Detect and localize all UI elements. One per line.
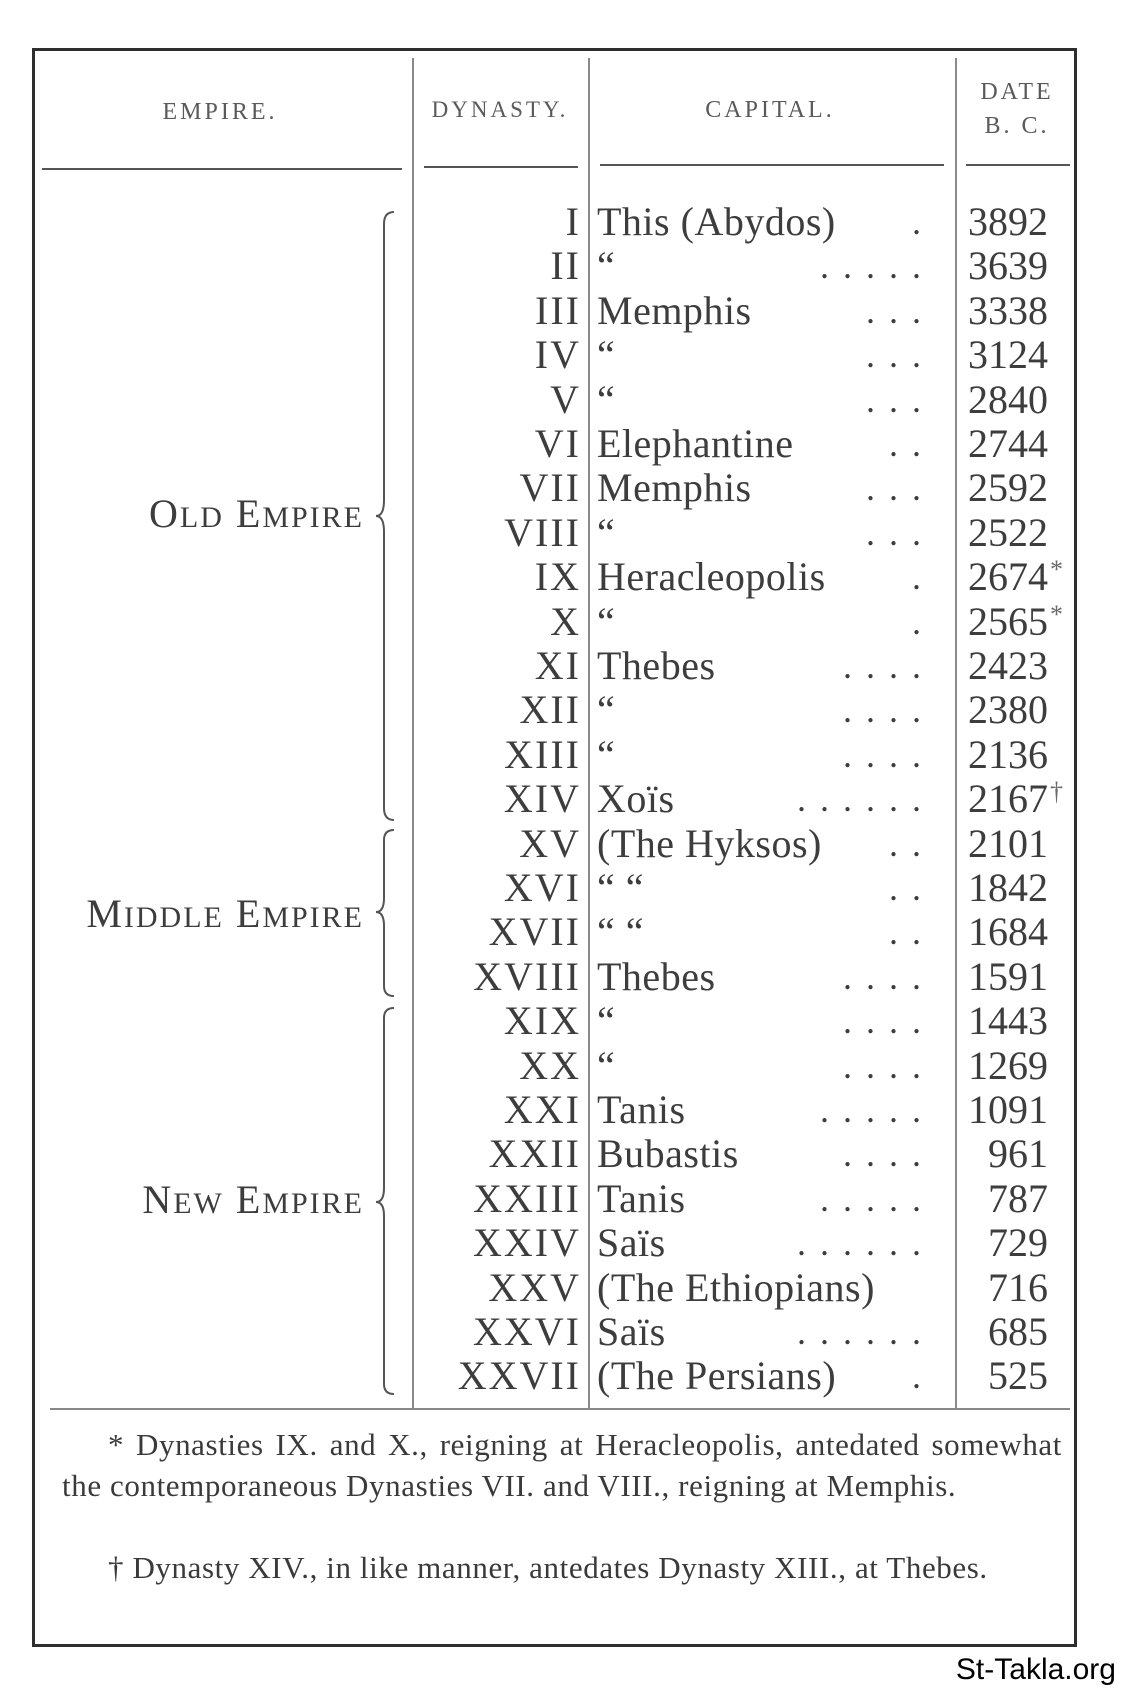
capital-name: “ xyxy=(597,731,616,777)
date-bc: 3338 xyxy=(968,287,1048,333)
date-bc: 716 xyxy=(988,1264,1048,1310)
table-row xyxy=(0,466,1122,510)
dynasty-numeral: VIII xyxy=(504,509,581,555)
capital-name: “ “ xyxy=(597,865,645,910)
table-row xyxy=(0,378,1122,422)
table-row xyxy=(0,777,1122,821)
dynasty-numeral: XIV xyxy=(503,776,581,822)
dot-leader: . xyxy=(912,202,935,242)
header-date-line1: DATE xyxy=(980,79,1054,105)
table-row xyxy=(0,600,1122,644)
table-row xyxy=(0,866,1122,910)
date-bc: 1269 xyxy=(968,1042,1048,1088)
date-bc: 2565 xyxy=(968,598,1048,644)
capital-name: “ xyxy=(597,332,616,378)
dot-leader: . xyxy=(912,557,935,598)
footnote-rule xyxy=(50,1408,1070,1410)
capital-name: Elephantine xyxy=(597,421,794,466)
dynasty-numeral: IX xyxy=(534,554,581,600)
capital-name: Memphis xyxy=(597,287,752,333)
header-rule-empire xyxy=(42,168,402,170)
capital-name: “ xyxy=(597,509,616,555)
table-row xyxy=(0,1132,1122,1176)
dot-leader: .... xyxy=(843,646,935,686)
empire-label-old: OLD EMPIRE xyxy=(148,491,364,536)
dynasty-numeral: XXIII xyxy=(473,1175,581,1221)
dynasty-numeral: XXIV xyxy=(473,1220,581,1266)
dynasty-numeral: X xyxy=(550,598,581,644)
dot-leader: . xyxy=(912,601,935,642)
header-dynasty: DYNASTY. xyxy=(431,97,569,122)
date-bc: 1684 xyxy=(968,909,1048,955)
table-row xyxy=(0,1310,1122,1354)
capital-name: Thebes xyxy=(597,643,716,688)
date-bc: 2380 xyxy=(968,687,1048,733)
date-bc: 2136 xyxy=(968,731,1048,777)
capital-name: “ xyxy=(597,1042,616,1088)
capital-name: (The Ethiopians) xyxy=(597,1264,875,1310)
dot-leader: .. xyxy=(889,823,935,864)
dot-leader: ... xyxy=(866,512,935,553)
watermark: St-Takla.org xyxy=(955,1653,1116,1686)
table-row xyxy=(0,1221,1122,1265)
capital-name: Saïs xyxy=(597,1220,666,1266)
table-row xyxy=(0,289,1122,333)
dynasty-numeral: XII xyxy=(519,687,581,733)
dynasty-numeral: XXVII xyxy=(457,1353,581,1399)
dynasty-numeral: IV xyxy=(534,332,581,378)
date-bc: 3124 xyxy=(968,332,1048,378)
dynasty-numeral: XVI xyxy=(503,865,581,910)
capital-name: “ xyxy=(597,243,616,289)
capital-name: Bubastis xyxy=(597,1131,739,1177)
dot-leader: .... xyxy=(843,1045,935,1086)
table-row xyxy=(0,1266,1122,1310)
dot-leader: ... xyxy=(866,335,935,376)
date-bc: 2744 xyxy=(968,421,1048,466)
date-bc: 1443 xyxy=(968,998,1048,1044)
dynasty-numeral: XV xyxy=(519,820,581,866)
dynasty-numeral: V xyxy=(550,376,581,422)
dot-leader: .... xyxy=(843,734,935,775)
capital-name: Thebes xyxy=(597,953,716,999)
date-bc: 961 xyxy=(988,1131,1048,1177)
dynasty-numeral: XVII xyxy=(488,909,581,955)
header-rule-capital xyxy=(600,164,944,166)
capital-name: “ xyxy=(597,376,616,422)
header-empire: EMPIRE. xyxy=(162,99,278,125)
dynasty-numeral: XIII xyxy=(504,731,581,777)
table-row xyxy=(0,688,1122,732)
date-bc: 2522 xyxy=(968,509,1048,555)
table-row xyxy=(0,1354,1122,1398)
dynasty-numeral: VII xyxy=(519,465,581,511)
capital-name: Xoïs xyxy=(597,776,675,822)
date-bc: 685 xyxy=(988,1309,1048,1354)
dynasty-numeral: XXVI xyxy=(473,1309,581,1354)
table-row xyxy=(0,422,1122,466)
header-rule-date xyxy=(966,164,1070,166)
header-capital: CAPITAL. xyxy=(705,97,835,123)
capital-name: Tanis xyxy=(597,1175,686,1221)
dot-leader: . xyxy=(912,1356,935,1397)
dynasty-numeral: XI xyxy=(534,643,581,688)
date-bc: 729 xyxy=(988,1220,1048,1266)
date-bc: 2674 xyxy=(968,554,1048,600)
date-bc: 2101 xyxy=(968,820,1048,866)
date-bc: 1091 xyxy=(968,1087,1048,1132)
table-row xyxy=(0,200,1122,244)
capital-name: “ “ xyxy=(597,909,645,955)
dot-leader: ... xyxy=(866,468,935,509)
dot-leader: .. xyxy=(889,912,935,953)
empire-label-new: NEW EMPIRE xyxy=(142,1177,364,1222)
dot-leader: ..... xyxy=(820,1178,935,1219)
dot-leader: ..... xyxy=(820,246,935,287)
dot-leader: ... xyxy=(866,379,935,420)
date-bc: 2423 xyxy=(968,643,1048,688)
table-row xyxy=(0,733,1122,777)
date-bc: 2592 xyxy=(968,465,1048,511)
dynasty-numeral: XX xyxy=(519,1042,581,1088)
dynasty-numeral: XXV xyxy=(488,1264,581,1310)
dot-leader: .. xyxy=(889,868,935,908)
date-bc: 3892 xyxy=(968,199,1048,244)
capital-name: “ xyxy=(597,998,616,1044)
table-row xyxy=(0,822,1122,866)
dot-leader: .. xyxy=(889,424,935,464)
header-date-line2: B. C. xyxy=(984,113,1050,139)
dynasty-numeral: III xyxy=(535,287,581,333)
dynasty-numeral: XIX xyxy=(503,998,581,1044)
header-rule-dynasty xyxy=(424,166,578,168)
footnote-asterisk: * Dynasties IX. and X., reigning at Heracleopolis, antedated somewhat the contemporaneous Dynasties VII. and VIII., reigning at Memphis. xyxy=(62,1427,1062,1503)
capital-name: (The Persians) xyxy=(597,1353,837,1399)
capital-name: Heracleopolis xyxy=(597,554,826,600)
dynasty-numeral: XXI xyxy=(503,1087,581,1132)
dot-leader: ...... xyxy=(797,779,935,820)
dynasty-numeral: VI xyxy=(534,421,581,466)
footnote-marker: * xyxy=(1050,555,1063,585)
date-bc: 2167 xyxy=(968,776,1048,822)
capital-name: Tanis xyxy=(597,1087,686,1132)
dot-leader: .... xyxy=(843,956,935,997)
dot-leader: ... xyxy=(866,290,935,331)
capital-name: “ xyxy=(597,687,616,733)
date-bc: 525 xyxy=(988,1353,1048,1399)
dynasty-numeral: XVIII xyxy=(473,953,581,999)
empire-label-middle: MIDDLE EMPIRE xyxy=(86,891,364,936)
dynasty-numeral: II xyxy=(550,243,581,289)
capital-name: Saïs xyxy=(597,1309,666,1354)
date-bc: 787 xyxy=(988,1175,1048,1221)
dot-leader: .... xyxy=(843,690,935,731)
table-row xyxy=(0,333,1122,377)
footnote-dagger: † Dynasty XIV., in like manner, antedates Dynasty XIII., at Thebes. xyxy=(108,1550,988,1585)
footnote-marker: * xyxy=(1050,599,1063,629)
date-bc: 2840 xyxy=(968,376,1048,422)
table-row xyxy=(0,1177,1122,1221)
dynasty-numeral: XXII xyxy=(488,1131,581,1177)
capital-name: This (Abydos) xyxy=(597,199,836,244)
dot-leader: .... xyxy=(843,1001,935,1042)
date-bc: 3639 xyxy=(968,243,1048,289)
table-row xyxy=(0,1044,1122,1088)
table-row xyxy=(0,999,1122,1043)
date-bc: 1842 xyxy=(968,865,1048,910)
dot-leader: ..... xyxy=(820,1090,935,1130)
dynasty-numeral: I xyxy=(565,199,581,244)
date-bc: 1591 xyxy=(968,953,1048,999)
table-row xyxy=(0,244,1122,288)
table-row xyxy=(0,910,1122,954)
capital-name: “ xyxy=(597,598,616,644)
table-row xyxy=(0,955,1122,999)
table-row xyxy=(0,511,1122,555)
table-row xyxy=(0,644,1122,688)
table-row xyxy=(0,1088,1122,1132)
dot-leader: ...... xyxy=(797,1223,935,1264)
footnote-marker: † xyxy=(1050,777,1063,807)
dot-leader: .... xyxy=(843,1134,935,1175)
capital-name: (The Hyksos) xyxy=(597,820,822,866)
dot-leader: ...... xyxy=(797,1312,935,1352)
table-row xyxy=(0,555,1122,599)
capital-name: Memphis xyxy=(597,465,752,511)
